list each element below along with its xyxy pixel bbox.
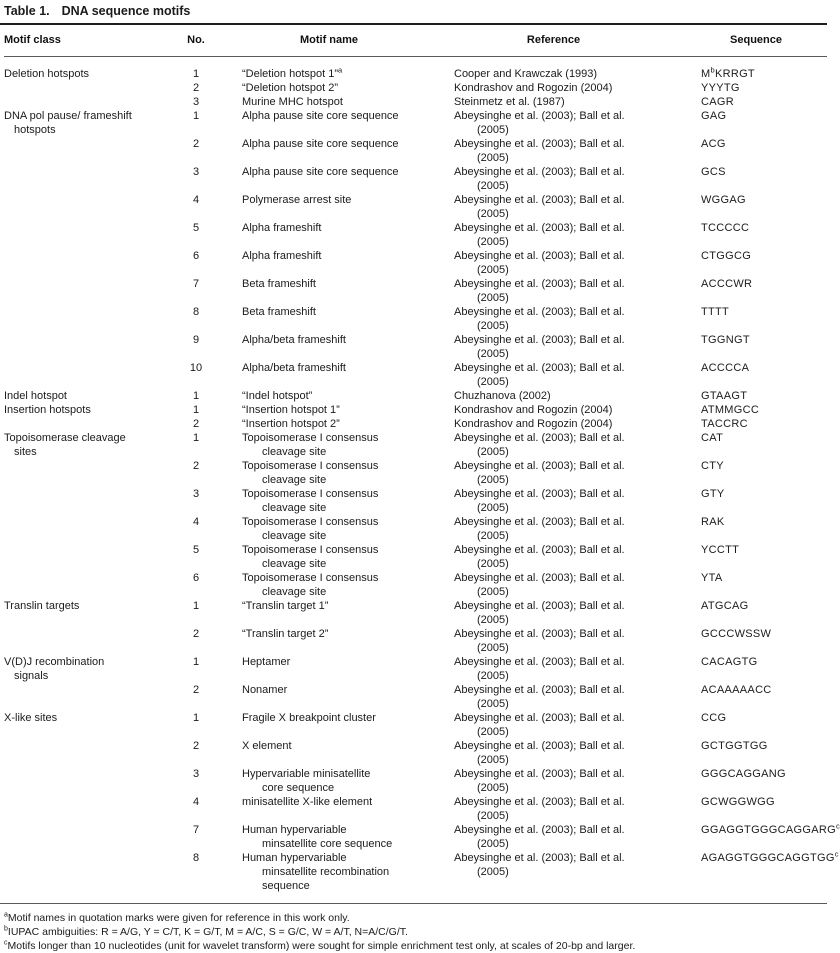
cell-no: 4 (192, 194, 200, 206)
cell-sequence: ATMMGCC (701, 404, 760, 416)
cell-motif-class: Topoisomerase cleavage sites (4, 432, 126, 458)
cell-reference: Abeysinghe et al. (2003); Ball et al. (2005) (454, 656, 625, 682)
cell-sequence: CTY (701, 460, 724, 472)
cell-no: 2 (192, 684, 200, 696)
cell-motif-class (4, 333, 168, 361)
table-row (4, 95, 827, 109)
cell-no: 8 (192, 852, 200, 864)
cell-reference: Abeysinghe et al. (2003); Ball et al. (2005) (454, 334, 625, 360)
cell-motif-class: Indel hotspot (4, 390, 67, 402)
footnote-a-marker: a (4, 911, 8, 919)
cell-sequence: GTY (701, 488, 725, 500)
column-header-motif-class: Motif class (4, 34, 61, 46)
cell-sequence: TTTT (701, 306, 730, 318)
cell-reference: Abeysinghe et al. (2003); Ball et al. (2005) (454, 768, 625, 794)
cell-no: 1 (192, 600, 200, 612)
table-caption: DNA sequence motifs (61, 4, 191, 18)
cell-no: 2 (192, 418, 200, 430)
cell-motif-name: Polymerase arrest site (242, 194, 352, 206)
footnote-b (4, 925, 827, 939)
cell-reference: Cooper and Krawczak (1993) (454, 68, 598, 80)
cell-motif-class (4, 823, 168, 851)
cell-motif-name: Fragile X breakpoint cluster (242, 712, 376, 724)
table-row (4, 739, 827, 767)
cell-sequence: ACAAAAACC (701, 684, 772, 696)
cell-sequence: GGGCAGGANG (701, 768, 786, 780)
cell-no: 4 (192, 796, 200, 808)
cell-reference: Abeysinghe et al. (2003); Ball et al. (2005) (454, 194, 625, 220)
cell-motif-name: Topoisomerase I consensus cleavage site (242, 572, 379, 598)
column-header-reference: Reference (526, 34, 581, 46)
cell-motif-class (4, 571, 168, 599)
cell-no: 6 (192, 250, 200, 262)
cell-motif-name: Topoisomerase I consensus cleavage site (242, 432, 379, 458)
cell-motif-name: Murine MHC hotspot (242, 96, 343, 108)
table-row (4, 431, 827, 459)
cell-no: 9 (192, 334, 200, 346)
cell-motif-class (4, 305, 168, 333)
cell-reference: Abeysinghe et al. (2003); Ball et al. (2005) (454, 796, 625, 822)
cell-motif-name: Alpha/beta frameshift (242, 362, 346, 374)
cell-sequence: CCG (701, 712, 727, 724)
cell-no: 1 (192, 432, 200, 444)
cell-no: 2 (192, 740, 200, 752)
cell-sequence: YYYTG (701, 82, 740, 94)
cell-motif-name: Alpha pause site core sequence (242, 138, 399, 150)
cell-reference: Abeysinghe et al. (2003); Ball et al. (2005) (454, 600, 625, 626)
cell-sequence: GCTGGTGG (701, 740, 768, 752)
table-row (4, 487, 827, 515)
cell-motif-name: “Translin target 1” (242, 600, 329, 612)
cell-no: 2 (192, 628, 200, 640)
table-row (4, 305, 827, 333)
cell-no: 6 (192, 572, 200, 584)
table-row (4, 683, 827, 711)
table-row (4, 823, 827, 851)
cell-motif-class (4, 137, 168, 165)
footnote-a (4, 911, 827, 925)
cell-reference: Abeysinghe et al. (2003); Ball et al. (2005) (454, 628, 625, 654)
cell-motif-class: Insertion hotspots (4, 404, 91, 416)
table-row (4, 389, 827, 403)
cell-motif-name: Human hypervariable minsatellite recombination sequence (242, 852, 390, 892)
cell-motif-class: Translin targets (4, 600, 80, 612)
cell-motif-class: V(D)J recombination signals (4, 656, 105, 682)
cell-no: 3 (192, 166, 200, 178)
cell-reference: Kondrashov and Rogozin (2004) (454, 82, 613, 94)
table-row (4, 333, 827, 361)
cell-sequence: AGAGGTGGGCAGGTGG$^c$ (701, 849, 839, 864)
table-header-row (4, 25, 827, 57)
cell-reference: Abeysinghe et al. (2003); Ball et al. (2005) (454, 110, 625, 136)
cell-sequence: YCCTT (701, 544, 740, 556)
cell-reference: Abeysinghe et al. (2003); Ball et al. (2005) (454, 684, 625, 710)
table-row (4, 193, 827, 221)
cell-motif-name: Alpha pause site core sequence (242, 166, 399, 178)
cell-motif-name: minisatellite X-like element (242, 796, 373, 808)
cell-no: 2 (192, 82, 200, 94)
cell-sequence: ACCCCA (701, 362, 750, 374)
cell-motif-class (4, 851, 168, 893)
cell-no: 5 (192, 544, 200, 556)
cell-no: 2 (192, 460, 200, 472)
cell-motif-name: Alpha/beta frameshift (242, 334, 346, 346)
cell-no: 7 (192, 278, 200, 290)
table-row (4, 711, 827, 739)
footnotes-section (0, 903, 827, 953)
cell-no: 1 (192, 404, 200, 416)
cell-motif-name: Topoisomerase I consensus cleavage site (242, 516, 379, 542)
table-row (4, 655, 827, 683)
cell-motif-class (4, 249, 168, 277)
cell-no: 10 (189, 362, 203, 374)
cell-motif-class (4, 487, 168, 515)
cell-reference: Abeysinghe et al. (2003); Ball et al. (2005) (454, 250, 625, 276)
cell-motif-class: X-like sites (4, 712, 58, 724)
table-row (4, 515, 827, 543)
table-row (4, 459, 827, 487)
footnote-c-marker: c (4, 939, 8, 947)
table-row (4, 249, 827, 277)
cell-reference: Abeysinghe et al. (2003); Ball et al. (2005) (454, 432, 625, 458)
cell-no: 1 (192, 68, 200, 80)
cell-motif-name: Alpha frameshift (242, 250, 322, 262)
cell-no: 3 (192, 768, 200, 780)
cell-reference: Chuzhanova (2002) (454, 390, 551, 402)
cell-sequence: GGAGGTGGGCAGGARG$^c$ (701, 821, 840, 836)
table-row (4, 277, 827, 305)
cell-sequence: GCWGGWGG (701, 796, 775, 808)
cell-sequence: GCCCWSSW (701, 628, 772, 640)
table-row (4, 851, 827, 893)
cell-sequence: CAT (701, 432, 724, 444)
cell-motif-name: Human hypervariable minsatellite core sequence (242, 824, 393, 850)
cell-motif-name: X element (242, 740, 292, 752)
cell-motif-name: “Translin target 2” (242, 628, 329, 640)
cell-sequence: CACAGTG (701, 656, 758, 668)
footnote-c-text: Motifs longer than 10 nucleotides (unit for wavelet transform) were sought for simple enrichment test only, at scales of 20-bp and larger. (7, 940, 636, 952)
cell-motif-class (4, 361, 168, 389)
cell-reference: Abeysinghe et al. (2003); Ball et al. (2005) (454, 712, 625, 738)
table-row (4, 571, 827, 599)
cell-motif-name: Nonamer (242, 684, 288, 696)
cell-motif-class (4, 221, 168, 249)
cell-sequence: TGGNGT (701, 334, 750, 346)
cell-no: 4 (192, 516, 200, 528)
cell-no: 5 (192, 222, 200, 234)
cell-reference: Steinmetz et al. (1987) (454, 96, 565, 108)
table-row (4, 109, 827, 137)
footnote-c (4, 939, 827, 953)
cell-reference: Abeysinghe et al. (2003); Ball et al. (2005) (454, 138, 625, 164)
table-row (4, 137, 827, 165)
cell-sequence: GTAAGT (701, 390, 748, 402)
cell-motif-class (4, 683, 168, 711)
cell-motif-class (4, 739, 168, 767)
cell-motif-class (4, 459, 168, 487)
cell-reference: Abeysinghe et al. (2003); Ball et al. (2005) (454, 222, 625, 248)
table-row (4, 221, 827, 249)
cell-motif-class (4, 795, 168, 823)
table-row (4, 417, 827, 431)
cell-no: 1 (192, 390, 200, 402)
cell-no: 7 (192, 824, 200, 836)
cell-motif-class (4, 515, 168, 543)
cell-reference: Abeysinghe et al. (2003); Ball et al. (2005) (454, 488, 625, 514)
cell-motif-name: Topoisomerase I consensus cleavage site (242, 544, 379, 570)
cell-motif-name: Topoisomerase I consensus cleavage site (242, 488, 379, 514)
cell-reference: Abeysinghe et al. (2003); Ball et al. (2005) (454, 306, 625, 332)
cell-motif-class (4, 417, 168, 431)
cell-motif-class (4, 543, 168, 571)
cell-motif-name: “Deletion hotspot 2” (242, 82, 338, 94)
cell-sequence: GCS (701, 166, 726, 178)
cell-motif-class: DNA pol pause/ frameshift hotspots (4, 110, 132, 136)
cell-sequence: CTGGCG (701, 250, 752, 262)
cell-motif-class (4, 277, 168, 305)
cell-reference: Abeysinghe et al. (2003); Ball et al. (2005) (454, 362, 625, 388)
column-header-motif-name: Motif name (299, 34, 359, 46)
cell-motif-name: Beta frameshift (242, 278, 316, 290)
table-row (4, 795, 827, 823)
cell-motif-name: Alpha frameshift (242, 222, 322, 234)
dna-motifs-table (4, 25, 840, 893)
cell-reference: Kondrashov and Rogozin (2004) (454, 418, 613, 430)
cell-sequence: ACG (701, 138, 726, 150)
cell-reference: Abeysinghe et al. (2003); Ball et al. (2005) (454, 460, 625, 486)
cell-reference: Abeysinghe et al. (2003); Ball et al. (2005) (454, 278, 625, 304)
cell-reference: Abeysinghe et al. (2003); Ball et al. (2005) (454, 166, 625, 192)
table-number: Table 1. (4, 4, 50, 18)
table-row (4, 57, 827, 82)
footnote-b-marker: b (4, 925, 8, 933)
cell-motif-name: “Indel hotspot” (242, 390, 313, 402)
cell-reference: Abeysinghe et al. (2003); Ball et al. (2005) (454, 516, 625, 542)
cell-no: 2 (192, 138, 200, 150)
cell-reference: Abeysinghe et al. (2003); Ball et al. (2005) (454, 824, 625, 850)
table-row (4, 599, 827, 627)
cell-motif-class (4, 627, 168, 655)
cell-motif-class (4, 165, 168, 193)
cell-sequence: CAGR (701, 96, 734, 108)
cell-reference: Abeysinghe et al. (2003); Ball et al. (2005) (454, 544, 625, 570)
table-row (4, 361, 827, 389)
cell-motif-name: Heptamer (242, 656, 291, 668)
cell-motif-name: “Insertion hotspot 2” (242, 418, 340, 430)
cell-motif-name: Topoisomerase I consensus cleavage site (242, 460, 379, 486)
footnote-a-text: Motif names in quotation marks were given for reference in this work only. (7, 912, 350, 924)
cell-motif-class (4, 767, 168, 795)
cell-motif-class (4, 95, 168, 109)
table-title (0, 0, 827, 23)
cell-motif-class (4, 193, 168, 221)
cell-sequence: TCCCCC (701, 222, 750, 234)
cell-no: 3 (192, 488, 200, 500)
cell-motif-name: Beta frameshift (242, 306, 316, 318)
cell-reference: Abeysinghe et al. (2003); Ball et al. (2005) (454, 740, 625, 766)
cell-motif-class: Deletion hotspots (4, 68, 89, 80)
cell-reference: Abeysinghe et al. (2003); Ball et al. (2005) (454, 572, 625, 598)
cell-sequence: YTA (701, 572, 723, 584)
cell-motif-name: Hypervariable minisatellite core sequence (242, 768, 371, 794)
table-row (4, 165, 827, 193)
cell-sequence: ACCCWR (701, 278, 753, 290)
cell-sequence: WGGAG (701, 194, 746, 206)
cell-motif-name: “Deletion hotspot 1”$^a$ (242, 65, 343, 80)
cell-reference: Kondrashov and Rogozin (2004) (454, 404, 613, 416)
cell-reference: Abeysinghe et al. (2003); Ball et al. (2005) (454, 852, 625, 878)
table-row (4, 627, 827, 655)
table-row (4, 767, 827, 795)
cell-sequence: ATGCAG (701, 600, 749, 612)
cell-no: 1 (192, 712, 200, 724)
cell-sequence: TACCRC (701, 418, 748, 430)
cell-no: 8 (192, 306, 200, 318)
cell-no: 1 (192, 110, 200, 122)
cell-sequence: $M^bKRRGT$ (701, 65, 755, 80)
table-row (4, 403, 827, 417)
cell-motif-class (4, 81, 168, 95)
cell-no: 3 (192, 96, 200, 108)
column-header-no: No. (187, 34, 205, 46)
cell-sequence: RAK (701, 516, 725, 528)
cell-motif-name: “Insertion hotspot 1” (242, 404, 340, 416)
column-header-sequence: Sequence (730, 34, 782, 46)
cell-no: 1 (192, 656, 200, 668)
table-row (4, 543, 827, 571)
table-row (4, 81, 827, 95)
footnote-b-text: IUPAC ambiguities: R = A/G, Y = C/T, K = G/T, M = A/C, S = G/C, W = A/T, N=A/C/G/T. (7, 926, 408, 938)
cell-sequence: GAG (701, 110, 727, 122)
cell-motif-name: Alpha pause site core sequence (242, 110, 399, 122)
